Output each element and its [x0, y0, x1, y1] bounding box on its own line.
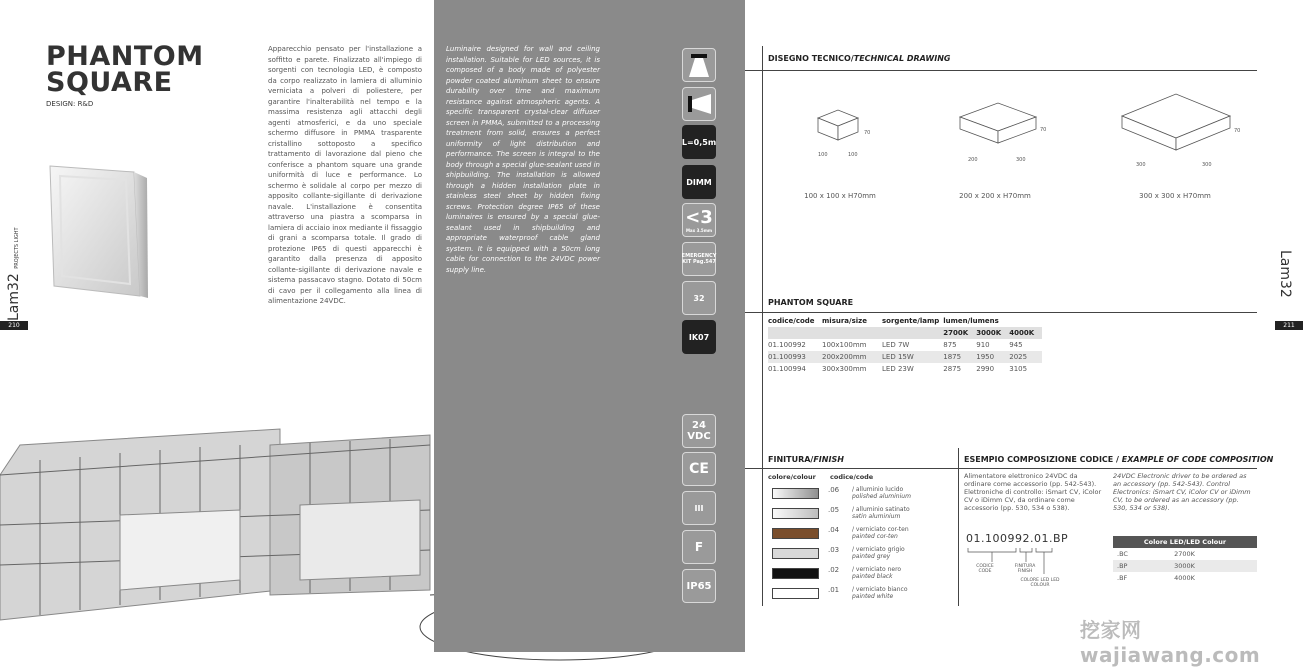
example-desc-en: 24VDC Electronic driver to be ordered as an accessory (pp. 542-543). Control Electronics: iSmart CV, iColor CV or iDimm CV, to be ordered as an accessory (pp. 530, 534 or 538). [1113, 472, 1251, 512]
lamp-photo [44, 160, 149, 300]
table-row [768, 363, 1042, 375]
finish-swatch [772, 488, 819, 499]
colour-value: 3000K [1170, 560, 1257, 572]
finish-name-en: painted cor-ten [852, 533, 898, 540]
finish-divider [958, 448, 959, 606]
finish-section-title [768, 455, 844, 464]
cell-lamp: LED 7W [882, 341, 910, 349]
finish-code: .05 [828, 506, 840, 514]
finish-title-it: FINITURA/ [768, 455, 814, 464]
led-colour-table [1113, 536, 1257, 584]
finish-row [768, 546, 958, 560]
finish-name-it: / verniciato bianco [852, 586, 908, 593]
header-size: misura/size [822, 317, 867, 325]
temperature-label: 32 [693, 293, 705, 303]
small-d-dim: 100 [848, 152, 858, 158]
design-credit: DESIGN: R&D [46, 100, 94, 108]
dimm-icon [682, 165, 716, 199]
example-title-en: EXAMPLE OF CODE COMPOSITION [1121, 455, 1274, 464]
table-row [768, 339, 1042, 351]
finish-name-it: / verniciato grigio [852, 546, 905, 553]
small-w-dim: 100 [818, 152, 828, 158]
temperature-icon [682, 281, 716, 315]
product-rule [745, 312, 1257, 313]
finish-name-it: / verniciato cor-ten [852, 526, 909, 533]
ip65-icon [682, 569, 716, 603]
page-number-right: 211 [1275, 321, 1303, 330]
dimm-label: DIMM [686, 177, 712, 187]
drawing-title-en: TECHNICAL DRAWING [853, 54, 951, 63]
emergency-kit-icon [682, 242, 716, 276]
large-d-dim: 300 [1202, 162, 1212, 168]
ce-label: CE [689, 461, 709, 477]
header-4000k: 4000K [1009, 327, 1042, 339]
english-description: Luminaire designed for wall and ceiling installation. Suitable for LED sources, it is composed of a body made of polyester powder coated aluminum sheet to ensure durability over time and maximum resistance against atmospheric agents. A specific transparent crystal-clear diffuser screen in PMMA, submitted to a processing treatment from solid, ensures a perfect uniformity of light distribution and performance. The screen is integral to the body through a special glue-sealant used in shipbuilding. The installation is allowed through a hidden installation plate in stainless steel sheet by hidden fixing screws. Protection degree IP65 of these luminaires is ensured by a special glue-sealant used in shipbuilding and appropriate waterproof cable gland system. It is equipped with a 50cm long cable for connection to the 24VDC power supply line. [446, 45, 600, 274]
finish-name-en: satin aluminium [852, 513, 901, 520]
small-h-dim: 70 [864, 130, 871, 136]
cell-lumen-4000: 945 [1009, 341, 1023, 349]
cable-length-icon [682, 125, 716, 159]
finish-rule [745, 468, 1257, 469]
finish-name-en: painted grey [852, 553, 891, 560]
class-iii-label: III [694, 503, 704, 513]
cell-lumen-4000: 3105 [1009, 365, 1028, 373]
finish-code-header: codice/code [830, 473, 874, 481]
drawing-medium-label: 200 x 200 x H70mm [959, 192, 1031, 200]
max-distance-icon [682, 203, 716, 237]
finish-colour-header: colore/colour [768, 473, 816, 481]
max-distance-label: <3 [685, 207, 713, 228]
finish-name-en: painted black [852, 573, 893, 580]
medium-d-dim: 300 [1016, 157, 1026, 163]
drawing-large [1110, 88, 1250, 173]
finish-code: .04 [828, 526, 840, 534]
watermark: 挖家网 wajiawang.com [1080, 618, 1261, 667]
finish-name-en: painted white [852, 593, 894, 600]
ik07-icon [682, 320, 716, 354]
cell-code: 01.100992 [768, 341, 806, 349]
finish-name [852, 486, 911, 500]
ce-icon [682, 452, 716, 486]
finish-swatch [772, 568, 819, 579]
emergency-kit-label: EMERGENCY KIT Pag.547 [681, 253, 717, 265]
drawing-section-title [768, 54, 950, 63]
finish-row [768, 486, 958, 500]
finish-name-en: polished aluminium [852, 493, 911, 500]
ceiling-lamp-icon [682, 48, 716, 82]
colour-value: 2700K [1174, 550, 1195, 558]
drawing-medium [950, 95, 1050, 170]
cell-code: 01.100993 [768, 351, 822, 363]
italian-description: Apparecchio pensato per l'installazione a soffitto e parete. Finalizzato all'impiego di sorgenti con tecnologia LED, è composto da corpo realizzato in lamiera di alluminio verniciata a polveri di poliestere, per garantire l'inalterabilità nel tempo e la massima resistenza agli attacchi degli agenti atmosferici, e da uno speciale schermo diffusore in PMMA trasparente cristallino sottoposto a specifico trattamento di lavorazione dal pieno che conferisce a phantom square una grande uniformità di luce e performance. Lo schermo è solidale al corpo per mezzo di apposito collante-sigillante di derivazione navale. L'installazione è consentita attraverso una piastra a scomparsa in lamiera di acciaio inox mediante il fissaggio di grani a scomparsa totale. Il grado di protezione IP65 di questi apparecchi è garantito dalla presenza di apposito collante-sigillante di derivazione navale e sistema passacavo stagno. Dotato di 50cm di cavo per il collegamento alla linea di alimentazione 24VDC. [268, 45, 422, 305]
header-lamp: sorgente/lamp [882, 317, 940, 325]
finish-swatch [772, 508, 819, 519]
colour-code: .BF [1117, 574, 1128, 582]
product-title [46, 41, 204, 98]
example-desc-it: Alimentatore elettronico 24VDC da ordinare come accessorio (pp. 542-543). Elettroniche di controllo: iSmart CV, iColor CV o iDimm CV, da ordinare come accessorio (pp. 530, 534 o 538). [964, 472, 1102, 512]
code-label-finitura: FINITURA FINISH [1014, 564, 1036, 574]
24vdc-label: 24 VDC [687, 420, 711, 442]
cell-size: 100x100mm [822, 341, 867, 349]
finish-title-en: FINISH [813, 455, 844, 464]
code-label-codice: CODICE CODE [976, 564, 994, 574]
ik07-label: IK07 [688, 332, 710, 342]
finish-name [852, 566, 901, 580]
wall-lamp-icon [682, 87, 716, 121]
title-line-2: SQUARE [46, 67, 173, 98]
drawing-small-label: 100 x 100 x H70mm [804, 192, 876, 200]
finish-code: .02 [828, 566, 840, 574]
page-number-left: 210 [0, 321, 28, 330]
header-code: codice/code [768, 317, 815, 325]
max-label: Max 3.5mm [685, 228, 713, 233]
code-label-colore: COLORE LED LED COLOUR [1020, 578, 1060, 588]
cable-length-label: L=0,5m [681, 137, 717, 147]
brand-name-right: Lam32 [1277, 250, 1293, 298]
example-title-it: ESEMPIO COMPOSIZIONE CODICE / [964, 455, 1122, 464]
finish-code: .01 [828, 586, 840, 594]
product-table [768, 315, 1042, 375]
header-3000k: 3000K [976, 327, 1009, 339]
cell-lumen-4000: 2025 [1009, 351, 1042, 363]
header-lumen: lumen/lumens [943, 317, 999, 325]
medium-h-dim: 70 [1040, 127, 1047, 133]
colour-table-header: Colore LED/LED Colour [1113, 536, 1257, 548]
class-iii-icon [682, 491, 716, 525]
finish-code: .06 [828, 486, 840, 494]
code-brackets [966, 546, 1086, 566]
large-w-dim: 300 [1136, 162, 1146, 168]
finish-name [852, 546, 905, 560]
finish-row [768, 526, 958, 540]
cell-lumen-3000: 1950 [976, 351, 1009, 363]
title-line-1: PHANTOM [46, 41, 204, 72]
finish-name-it: / alluminio lucido [852, 486, 904, 493]
cell-size: 300x300mm [822, 365, 867, 373]
finish-name-it: / alluminio satinato [852, 506, 910, 513]
example-code: 01.100992.01.BP [966, 532, 1069, 545]
cell-lumen-3000: 910 [976, 341, 990, 349]
24vdc-icon [682, 414, 716, 448]
brand-name: Lam32 [6, 273, 22, 321]
cell-lamp: LED 15W [882, 351, 943, 363]
finish-row [768, 506, 958, 520]
cell-lumen-2700: 875 [943, 341, 957, 349]
finish-swatch [772, 548, 819, 559]
left-margin-rule [762, 46, 763, 606]
f-mark-icon [682, 530, 716, 564]
table-row [1113, 572, 1257, 584]
drawing-small [800, 100, 880, 165]
finish-name [852, 526, 909, 540]
brand-sub: PROJECTS LIGHT [14, 227, 20, 269]
table-row [1113, 560, 1257, 572]
finish-name-it: / verniciato nero [852, 566, 902, 573]
finish-row [768, 586, 958, 600]
f-mark-label: F [694, 540, 704, 554]
table-row [1113, 548, 1257, 560]
drawing-large-label: 300 x 300 x H70mm [1139, 192, 1211, 200]
finish-code: .03 [828, 546, 840, 554]
drawing-rule [745, 70, 1257, 71]
finish-swatch [772, 588, 819, 599]
cell-lumen-3000: 2990 [976, 365, 995, 373]
cell-lamp: LED 23W [882, 365, 914, 373]
finish-swatch [772, 528, 819, 539]
cell-code: 01.100994 [768, 365, 806, 373]
colour-code: .BC [1117, 550, 1128, 558]
ip65-label: IP65 [686, 580, 712, 592]
example-section-title [964, 455, 1273, 464]
header-2700k: 2700K [943, 327, 976, 339]
medium-w-dim: 200 [968, 157, 978, 163]
table-row [768, 351, 1042, 363]
drawing-title-it: DISEGNO TECNICO/ [768, 54, 854, 63]
large-h-dim: 70 [1234, 128, 1241, 134]
colour-code: .BP [1113, 560, 1170, 572]
cell-size: 200x200mm [822, 351, 882, 363]
cell-lumen-2700: 1875 [943, 351, 976, 363]
colour-value: 4000K [1174, 574, 1195, 582]
finish-name [852, 586, 908, 600]
product-section-title: PHANTOM SQUARE [768, 298, 854, 307]
finish-row [768, 566, 958, 580]
finish-name [852, 506, 910, 520]
cell-lumen-2700: 2875 [943, 365, 962, 373]
